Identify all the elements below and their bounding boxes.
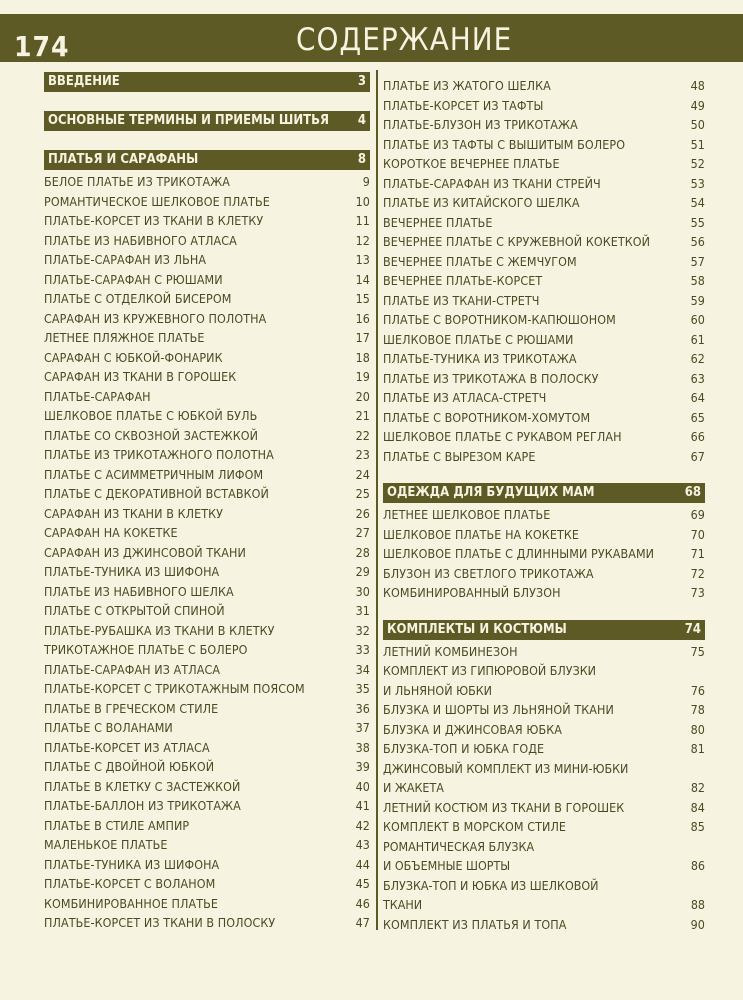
toc-entry[interactable] (44, 874, 370, 894)
toc-entry-title: ШЕЛКОВОЕ ПЛАТЬЕ С ЮБКОЙ БУЛЬ (44, 408, 258, 423)
toc-entry-page: 86 (690, 858, 705, 873)
toc-entry-title: ПЛАТЬЕ С ВОЛАНАМИ (44, 720, 173, 735)
toc-entry[interactable] (44, 699, 370, 719)
toc-entry-page: 48 (690, 78, 705, 93)
toc-entry-page: 59 (690, 292, 705, 308)
toc-entry-page: 27 (355, 525, 370, 540)
toc-entry-title: ПЛАТЬЕ ИЗ НАБИВНОГО АТЛАСА (44, 232, 237, 248)
toc-entry-page: 34 (355, 661, 370, 677)
toc-entry-title: ПЛАТЬЕ СО СКВОЗНОЙ ЗАСТЕЖКОЙ (44, 427, 259, 443)
toc-entry-page: 30 (355, 583, 370, 599)
toc-entry-page: 33 (355, 642, 370, 657)
toc-entry-title: ПЛАТЬЕ В СТИЛЕ АМПИР (44, 817, 190, 833)
toc-entry[interactable] (383, 96, 705, 116)
toc-entry-title: ПЛАТЬЕ ИЗ ТАФТЫ С ВЫШИТЫМ БОЛЕРО (383, 136, 626, 152)
toc-entry-title: ЛЕТНИЙ КОМБИНЕЗОН (383, 643, 518, 659)
toc-entry-title: ЛЕТНИЙ КОСТЮМ ИЗ ТКАНИ В ГОРОШЕК (383, 799, 625, 815)
toc-entry[interactable] (44, 562, 370, 582)
toc-entry[interactable] (44, 348, 370, 368)
toc-entry[interactable] (383, 759, 705, 798)
toc-entry-title: ПЛАТЬЕ С ВЫРЕЗОМ КАРЕ (383, 448, 536, 464)
toc-entry-page: 46 (355, 895, 370, 911)
toc-entry[interactable] (383, 349, 705, 369)
spacer (383, 466, 705, 483)
toc-entry-title-cont: И ОБЪЕМНЫЕ ШОРТЫ (383, 858, 511, 873)
toc-entry-title: ПЛАТЬЕ В КЛЕТКУ С ЗАСТЕЖКОЙ (44, 778, 241, 794)
toc-entry[interactable] (383, 252, 705, 272)
toc-entry[interactable] (383, 427, 705, 447)
toc-entry[interactable] (44, 484, 370, 504)
toc-entry[interactable] (383, 837, 705, 876)
toc-section-title: ОДЕЖДА ДЛЯ БУДУЩИХ МАМ (387, 485, 595, 500)
toc-entry[interactable] (44, 250, 370, 270)
toc-section-title: КОМПЛЕКТЫ И КОСТЮМЫ (387, 621, 567, 637)
toc-entry-title: РОМАНТИЧЕСКОЕ ШЕЛКОВОЕ ПЛАТЬЕ (44, 193, 270, 209)
toc-entry-title: ПЛАТЬЕ-КОРСЕТ ИЗ ТАФТЫ (383, 97, 544, 113)
toc-entry-title: ПЛАТЬЕ ИЗ ТРИКОТАЖА В ПОЛОСКУ (383, 370, 599, 386)
toc-entry[interactable] (44, 582, 370, 602)
toc-entry-page: 26 (355, 505, 370, 521)
toc-entry[interactable] (383, 915, 705, 935)
toc-entry[interactable] (383, 330, 705, 350)
toc-entry-page: 13 (355, 252, 370, 267)
toc-section-heading[interactable] (44, 72, 370, 92)
toc-entry-page: 17 (355, 330, 370, 345)
toc-entry-page: 73 (690, 585, 705, 600)
toc-entry-title: САРАФАН ИЗ КРУЖЕВНОГО ПОЛОТНА (44, 310, 267, 326)
toc-entry[interactable] (383, 408, 705, 428)
toc-section-page: 4 (357, 113, 366, 128)
toc-entry[interactable] (44, 309, 370, 329)
toc-entry-line (383, 681, 705, 701)
toc-entry[interactable] (383, 174, 705, 194)
toc-entry-page: 62 (690, 351, 705, 366)
toc-entry-page: 39 (355, 759, 370, 774)
toc-entry[interactable] (383, 232, 705, 252)
toc-entry-page: 58 (690, 273, 705, 288)
toc-entry-title: КОМПЛЕКТ ИЗ ПЛАТЬЯ И ТОПА (383, 916, 567, 932)
toc-entry-page: 84 (690, 799, 705, 815)
toc-entry-page: 9 (362, 174, 370, 189)
toc-entry-page: 61 (690, 331, 705, 347)
toc-entry-page: 90 (690, 916, 705, 932)
toc-entry-title: ШЕЛКОВОЕ ПЛАТЬЕ НА КОКЕТКЕ (383, 526, 580, 542)
toc-entry-title: КОМПЛЕКТ ИЗ ГИПЮРОВОЙ БЛУЗКИ (383, 663, 596, 678)
toc-entry[interactable] (44, 777, 370, 797)
toc-entry-page: 36 (355, 700, 370, 716)
toc-entry-title: КОМБИНИРОВАННОЕ ПЛАТЬЕ (44, 895, 218, 911)
toc-entry-title: ПЛАТЬЕ-САРАФАН ИЗ ЛЬНА (44, 252, 207, 267)
toc-entry[interactable] (44, 757, 370, 777)
toc-entry-page: 14 (355, 271, 370, 287)
toc-entry-page: 69 (690, 507, 705, 522)
toc-entry[interactable] (44, 406, 370, 426)
toc-entry-page: 28 (355, 544, 370, 560)
toc-entry-title: РОМАНТИЧЕСКАЯ БЛУЗКА (383, 838, 535, 854)
toc-section-page: 8 (357, 152, 366, 167)
spacer (44, 94, 370, 111)
toc-entry[interactable] (44, 172, 370, 192)
toc-entry-title: ПЛАТЬЕ С АСИММЕТРИЧНЫМ ЛИФОМ (44, 466, 264, 482)
toc-entry-title: ПЛАТЬЕ ИЗ КИТАЙСКОГО ШЕЛКА (383, 195, 580, 210)
toc-entry[interactable] (44, 835, 370, 855)
toc-entry-title: ПЛАТЬЕ С ВОРОТНИКОМ-ХОМУТОМ (383, 409, 591, 425)
toc-entry[interactable] (44, 523, 370, 543)
toc-entry-title: ВЕЧЕРНЕЕ ПЛАТЬЕ (383, 214, 493, 230)
toc-entry[interactable] (44, 796, 370, 816)
toc-entry[interactable] (44, 718, 370, 738)
toc-left-column (44, 72, 370, 933)
page-title: СОДЕРЖАНИЕ (296, 22, 513, 58)
toc-entry-title: БЕЛОЕ ПЛАТЬЕ ИЗ ТРИКОТАЖА (44, 174, 230, 189)
toc-entry-title: ПЛАТЬЕ-САРАФАН (44, 388, 151, 404)
toc-entry-title: ПЛАТЬЕ С ВОРОТНИКОМ-КАПЮШОНОМ (383, 312, 616, 327)
toc-entry-title: ПЛАТЬЕ В ГРЕЧЕСКОМ СТИЛЕ (44, 700, 219, 716)
toc-entry[interactable] (44, 738, 370, 758)
toc-entry-page: 32 (355, 622, 370, 638)
toc-entry-page: 51 (690, 136, 705, 152)
toc-entry-title: КОМБИНИРОВАННЫЙ БЛУЗОН (383, 585, 561, 600)
toc-entry-page: 31 (355, 603, 370, 618)
toc-entry-page: 35 (355, 681, 370, 696)
toc-entry-page: 37 (355, 720, 370, 735)
toc-entry-title: ПЛАТЬЕ С ОТКРЫТОЙ СПИНОЙ (44, 603, 225, 618)
toc-entry-page: 71 (690, 546, 705, 561)
page-number: 174 (14, 30, 70, 63)
toc-entry[interactable] (44, 445, 370, 465)
toc-entry[interactable] (383, 154, 705, 174)
toc-entry[interactable] (383, 876, 705, 915)
toc-entry-title: ВЕЧЕРНЕЕ ПЛАТЬЕ С КРУЖЕВНОЙ КОКЕТКОЙ (383, 234, 651, 249)
toc-entry-page: 15 (355, 291, 370, 306)
toc-entry[interactable] (44, 211, 370, 231)
toc-entry-page: 63 (690, 370, 705, 386)
toc-entry-title: ШЕЛКОВОЕ ПЛАТЬЕ С ДЛИННЫМИ РУКАВАМИ (383, 546, 655, 561)
toc-entry-page: 56 (690, 234, 705, 249)
toc-entry-page: 70 (690, 526, 705, 542)
toc-entry-title: КОРОТКОЕ ВЕЧЕРНЕЕ ПЛАТЬЕ (383, 156, 560, 171)
toc-entry[interactable] (383, 544, 705, 564)
toc-entry-title: ПЛАТЬЕ ИЗ ТРИКОТАЖНОГО ПОЛОТНА (44, 447, 274, 462)
toc-entry-page: 50 (690, 117, 705, 132)
toc-entry[interactable] (44, 504, 370, 524)
toc-entry[interactable] (44, 679, 370, 699)
toc-entry[interactable] (383, 447, 705, 467)
toc-entry-line (383, 759, 705, 779)
toc-section-heading[interactable] (383, 620, 705, 640)
toc-entry-title: БЛУЗКА-ТОП И ЮБКА ГОДЕ (383, 741, 545, 756)
toc-entry-title: САРАФАН ИЗ ТКАНИ В КЛЕТКУ (44, 505, 224, 521)
toc-entry[interactable] (383, 661, 705, 700)
toc-entry[interactable] (44, 465, 370, 485)
toc-entry-title: ПЛАТЬЕ-САРАФАН ИЗ ТКАНИ СТРЕЙЧ (383, 175, 601, 191)
toc-entry-title: ПЛАТЬЕ-ТУНИКА ИЗ ШИФОНА (44, 856, 220, 872)
toc-entry-page: 75 (690, 643, 705, 659)
toc-entry-title: ПЛАТЬЕ-САРАФАН С РЮШАМИ (44, 271, 223, 287)
toc-entry-title: ПЛАТЬЕ-БАЛЛОН ИЗ ТРИКОТАЖА (44, 798, 241, 813)
toc-entry-title: ДЖИНСОВЫЙ КОМПЛЕКТ ИЗ МИНИ-ЮБКИ (383, 760, 629, 776)
toc-entry[interactable] (383, 193, 705, 213)
toc-entry-title: ПЛАТЬЕ-ТУНИКА ИЗ ТРИКОТАЖА (383, 351, 577, 366)
header-bar (0, 14, 743, 62)
toc-entry-page: 20 (355, 388, 370, 404)
toc-entry[interactable] (383, 213, 705, 233)
toc-entry[interactable] (44, 367, 370, 387)
toc-section-heading[interactable] (44, 150, 370, 170)
toc-entry-title: ПЛАТЬЕ-КОРСЕТ С ТРИКОТАЖНЫМ ПОЯСОМ (44, 681, 305, 696)
toc-section-title: ВВЕДЕНИЕ (48, 74, 120, 89)
toc-entry-line (383, 837, 705, 857)
toc-entry-title: САРАФАН ИЗ ДЖИНСОВОЙ ТКАНИ (44, 544, 246, 560)
toc-entry-title: ПЛАТЬЕ-КОРСЕТ ИЗ ТКАНИ В ПОЛОСКУ (44, 915, 276, 930)
toc-entry-title: ПЛАТЬЕ-КОРСЕТ С ВОЛАНОМ (44, 876, 216, 891)
toc-entry-page: 38 (355, 739, 370, 755)
toc-entry-title: ПЛАТЬЕ-РУБАШКА ИЗ ТКАНИ В КЛЕТКУ (44, 622, 275, 638)
toc-entry-title: ПЛАТЬЕ ИЗ ТКАНИ-СТРЕТЧ (383, 292, 540, 308)
toc-entry-title: ПЛАТЬЕ ИЗ АТЛАСА-СТРЕТЧ (383, 390, 547, 405)
toc-entry[interactable] (44, 192, 370, 212)
toc-entry-page: 88 (690, 897, 705, 912)
toc-entry[interactable] (44, 621, 370, 641)
toc-entry-title: ПЛАТЬЕ-КОРСЕТ ИЗ АТЛАСА (44, 739, 210, 755)
toc-entry-page: 85 (690, 819, 705, 834)
toc-section-heading[interactable] (383, 483, 705, 503)
toc-entry[interactable] (44, 426, 370, 446)
toc-entry-title: ПЛАТЬЕ С ДЕКОРАТИВНОЙ ВСТАВКОЙ (44, 486, 269, 501)
toc-entry-title: ЛЕТНЕЕ ШЕЛКОВОЕ ПЛАТЬЕ (383, 507, 551, 522)
toc-entry-page: 16 (355, 310, 370, 326)
toc-entry-page: 65 (690, 409, 705, 425)
toc-entry-page: 24 (355, 466, 370, 482)
toc-entry[interactable] (44, 913, 370, 933)
toc-entry-page: 80 (690, 721, 705, 737)
toc-entry-title: КОМПЛЕКТ В МОРСКОМ СТИЛЕ (383, 819, 567, 834)
toc-entry-title: ТРИКОТАЖНОЕ ПЛАТЬЕ С БОЛЕРО (44, 642, 248, 657)
toc-entry[interactable] (44, 270, 370, 290)
toc-section-title: ПЛАТЬЯ И САРАФАНЫ (48, 152, 199, 167)
spacer (44, 133, 370, 150)
toc-entry-page: 64 (690, 390, 705, 405)
toc-entry[interactable] (44, 543, 370, 563)
toc-entry[interactable] (383, 76, 705, 96)
toc-entry[interactable] (44, 289, 370, 309)
toc-entry-title: МАЛЕНЬКОЕ ПЛАТЬЕ (44, 837, 168, 852)
toc-entry[interactable] (44, 640, 370, 660)
toc-entry[interactable] (383, 388, 705, 408)
toc-entry-page: 66 (690, 429, 705, 444)
toc-entry-page: 11 (355, 213, 370, 228)
toc-entry-title: ПЛАТЬЕ-КОРСЕТ ИЗ ТКАНИ В КЛЕТКУ (44, 213, 264, 228)
toc-entry[interactable] (383, 798, 705, 818)
toc-entry-page: 21 (355, 408, 370, 423)
toc-entry-title: ПЛАТЬЕ-БЛУЗОН ИЗ ТРИКОТАЖА (383, 117, 578, 132)
toc-entry-title: ПЛАТЬЕ-ТУНИКА ИЗ ШИФОНА (44, 564, 220, 579)
toc-entry-page: 18 (355, 349, 370, 365)
toc-entry-page: 43 (355, 837, 370, 852)
toc-entry[interactable] (383, 291, 705, 311)
toc-entry-page: 78 (690, 702, 705, 717)
toc-entry[interactable] (383, 720, 705, 740)
toc-section-page: 3 (357, 74, 366, 89)
toc-entry-page: 45 (355, 876, 370, 891)
toc-entry[interactable] (44, 387, 370, 407)
toc-entry-page: 10 (355, 193, 370, 209)
toc-entry-title: ЛЕТНЕЕ ПЛЯЖНОЕ ПЛАТЬЕ (44, 330, 205, 345)
toc-entry-title-cont: И ЛЬНЯНОЙ ЮБКИ (383, 682, 493, 698)
toc-entry-page: 41 (355, 798, 370, 813)
toc-right-column (383, 76, 705, 934)
toc-entry-title: БЛУЗКА-ТОП И ЮБКА ИЗ ШЕЛКОВОЙ (383, 877, 599, 893)
toc-entry-page: 40 (355, 778, 370, 794)
toc-entry-line (383, 661, 705, 681)
toc-section-heading[interactable] (44, 111, 370, 131)
toc-entry-title: ПЛАТЬЕ ИЗ ЖАТОГО ШЕЛКА (383, 78, 551, 93)
toc-section-page: 74 (684, 621, 701, 637)
toc-entry[interactable] (383, 583, 705, 603)
toc-entry-title: САРАФАН НА КОКЕТКЕ (44, 525, 178, 540)
toc-entry-title: ПЛАТЬЕ ИЗ НАБИВНОГО ШЕЛКА (44, 583, 234, 599)
toc-entry[interactable] (383, 115, 705, 135)
toc-entry-title: ШЕЛКОВОЕ ПЛАТЬЕ С РЮШАМИ (383, 331, 574, 347)
toc-entry-title-cont: ТКАНИ (383, 897, 423, 912)
toc-entry-title: ПЛАТЬЕ С ОТДЕЛКОЙ БИСЕРОМ (44, 291, 232, 306)
toc-entry[interactable] (44, 231, 370, 251)
toc-entry-title: БЛУЗОН ИЗ СВЕТЛОГО ТРИКОТАЖА (383, 565, 594, 581)
toc-entry[interactable] (44, 660, 370, 680)
toc-entry[interactable] (383, 739, 705, 759)
toc-section-title: ОСНОВНЫЕ ТЕРМИНЫ И ПРИЕМЫ ШИТЬЯ (48, 113, 330, 128)
toc-entry-title: БЛУЗКА И ШОРТЫ ИЗ ЛЬНЯНОЙ ТКАНИ (383, 702, 614, 717)
toc-entry-page: 53 (690, 175, 705, 191)
toc-entry[interactable] (44, 601, 370, 621)
toc-entry-page: 23 (355, 447, 370, 462)
toc-entry-page: 60 (690, 312, 705, 327)
toc-entry[interactable] (383, 271, 705, 291)
toc-entry-page: 47 (355, 915, 370, 930)
toc-entry[interactable] (383, 310, 705, 330)
toc-entry-page: 82 (690, 780, 705, 795)
column-divider (376, 70, 378, 930)
toc-entry[interactable] (383, 369, 705, 389)
toc-entry-page: 67 (690, 448, 705, 464)
toc-entry-title: ВЕЧЕРНЕЕ ПЛАТЬЕ-КОРСЕТ (383, 273, 543, 288)
toc-entry-title: ПЛАТЬЕ-САРАФАН ИЗ АТЛАСА (44, 661, 221, 677)
toc-entry-page: 76 (690, 682, 705, 698)
toc-entry-line (383, 895, 705, 915)
toc-entry-line (383, 876, 705, 896)
toc-entry[interactable] (383, 642, 705, 662)
toc-section-page: 68 (684, 485, 701, 500)
toc-entry-page: 22 (355, 427, 370, 443)
toc-entry-line (383, 778, 705, 798)
toc-entry[interactable] (44, 855, 370, 875)
spacer (383, 603, 705, 620)
toc-entry-page: 81 (690, 741, 705, 756)
toc-entry[interactable] (383, 505, 705, 525)
toc-entry-title: ШЕЛКОВОЕ ПЛАТЬЕ С РУКАВОМ РЕГЛАН (383, 429, 622, 444)
toc-entry-line (383, 856, 705, 876)
toc-entry-page: 42 (355, 817, 370, 833)
toc-entry-page: 12 (355, 232, 370, 248)
toc-entry-page: 44 (355, 856, 370, 872)
toc-entry[interactable] (383, 564, 705, 584)
toc-entry-page: 72 (690, 565, 705, 581)
toc-entry-page: 55 (690, 214, 705, 230)
toc-entry-title-cont: И ЖАКЕТА (383, 780, 444, 795)
toc-entry[interactable] (383, 525, 705, 545)
toc-entry-title: ПЛАТЬЕ С ДВОЙНОЙ ЮБКОЙ (44, 759, 215, 774)
toc-entry[interactable] (383, 135, 705, 155)
toc-entry[interactable] (44, 816, 370, 836)
toc-entry-title: САРАФАН С ЮБКОЙ-ФОНАРИК (44, 349, 223, 365)
toc-entry-title: ВЕЧЕРНЕЕ ПЛАТЬЕ С ЖЕМЧУГОМ (383, 253, 577, 269)
toc-entry-title: САРАФАН ИЗ ТКАНИ В ГОРОШЕК (44, 369, 237, 384)
toc-entry[interactable] (383, 700, 705, 720)
toc-entry[interactable] (383, 817, 705, 837)
toc-entry-title: БЛУЗКА И ДЖИНСОВАЯ ЮБКА (383, 721, 562, 737)
toc-entry-page: 25 (355, 486, 370, 501)
toc-entry-page: 49 (690, 97, 705, 113)
toc-entry[interactable] (44, 328, 370, 348)
toc-entry-page: 54 (690, 195, 705, 210)
toc-entry-page: 19 (355, 369, 370, 384)
toc-entry-page: 29 (355, 564, 370, 579)
toc-entry-page: 57 (690, 253, 705, 269)
toc-entry-page: 52 (690, 156, 705, 171)
toc-entry[interactable] (44, 894, 370, 914)
